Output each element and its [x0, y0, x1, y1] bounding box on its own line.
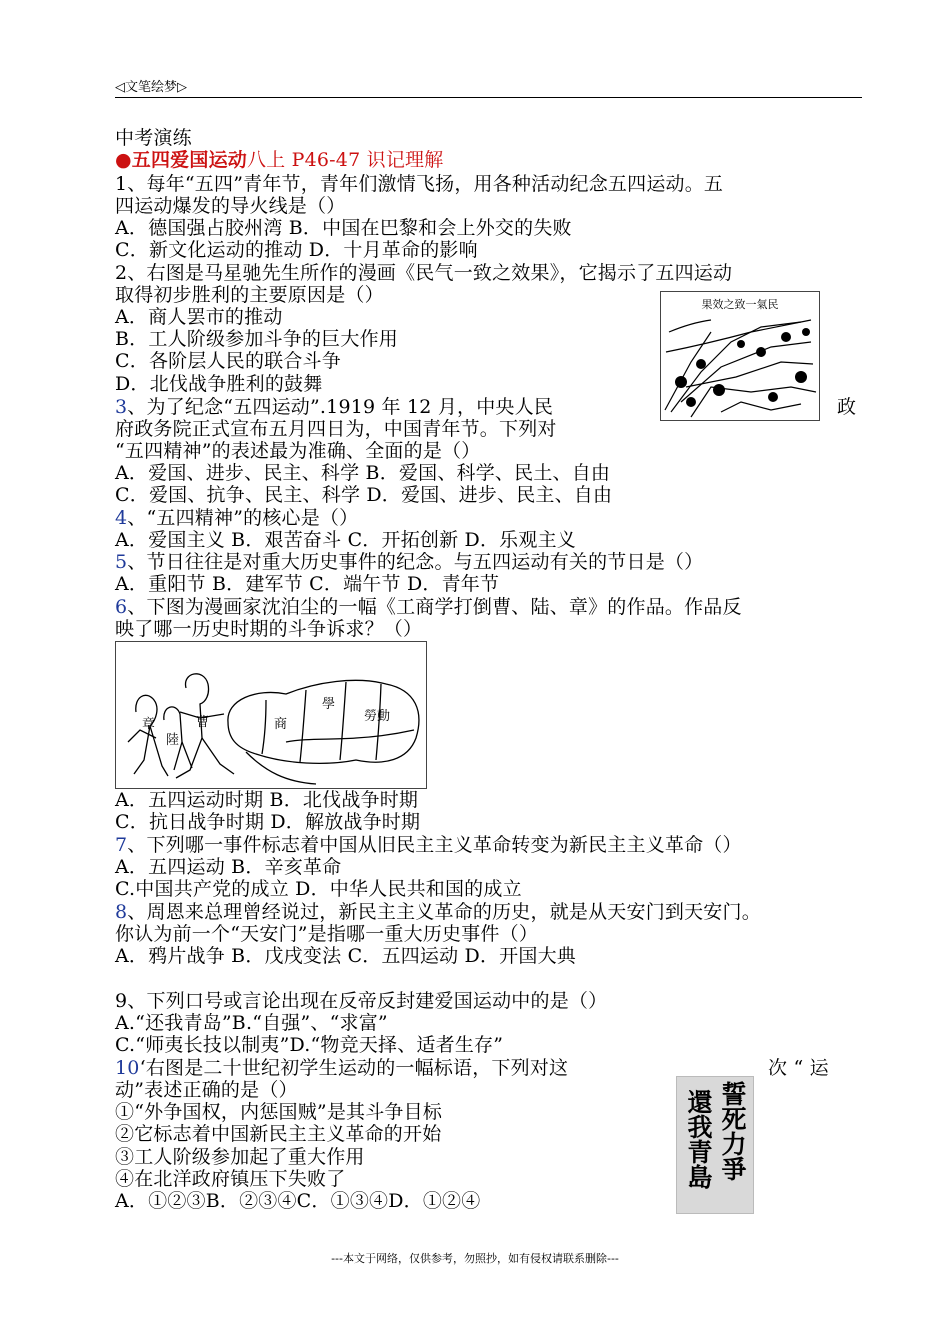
- q8-options: A．鸦片战争 B．戊戌变法 C．五四运动 D．开国大典: [115, 945, 576, 967]
- topic-bullet: ●: [115, 149, 132, 171]
- q7-option-cd: C.中国共产党的成立 D．中华人民共和国的成立: [115, 878, 522, 900]
- q10-options: A．①②③B．②③④C．①③④D．①②④: [115, 1190, 481, 1212]
- q7-line1: [115, 834, 742, 856]
- q6-option-ab: A．五四运动时期 B．北伐战争时期: [115, 789, 419, 811]
- slogan-right-column: 誓死力爭: [718, 1081, 747, 1181]
- q3-option-ab: A．爱国、进步、民主、科学 B．爱国、科学、民土、自由: [115, 462, 611, 484]
- q3-number: 3: [115, 396, 128, 418]
- q10-statement-3: ③工人阶级参加起了重大作用: [115, 1146, 365, 1168]
- q6-number: 6: [115, 596, 128, 618]
- slogan-left-column: 還我青島: [684, 1089, 713, 1189]
- label-cao: 曹: [196, 715, 210, 730]
- q8-number: 8: [115, 901, 128, 923]
- q10-statement-4: ④在北洋政府镇压下失败了: [115, 1168, 346, 1190]
- q9-option-ab: A.“还我青岛”B.“自强”、“求富”: [115, 1012, 388, 1034]
- topic-bold: 五四爱国运动: [131, 149, 247, 171]
- cartoon-drawing: [661, 292, 819, 420]
- q4-number: 4: [115, 507, 128, 529]
- q10-line1: [115, 1057, 568, 1079]
- q5-number: 5: [115, 551, 128, 573]
- q7-number: 7: [115, 834, 128, 856]
- q10-statement-1: ①“外争国权，内惩国贼”是其斗争目标: [115, 1101, 443, 1123]
- label-xue: 學: [322, 697, 336, 712]
- label-shang: 商: [274, 717, 288, 732]
- q8-line2: 你认为前一个“天安门”是指哪一重大历史事件（）: [115, 923, 539, 945]
- q10-number: 10: [115, 1057, 140, 1079]
- q2-line2: 取得初步胜利的主要原因是（）: [115, 284, 384, 306]
- q6-line1: [115, 596, 742, 618]
- q10-statement-2: ②它标志着中国新民主主义革命的开始: [115, 1123, 442, 1145]
- q1-line2: 四运动爆发的导火线是（）: [115, 195, 346, 217]
- page-footer: ---本文于网络，仅供参考，勿照抄，如有侵权请联系删除---: [331, 1252, 619, 1265]
- q1-option-ab: A．德国强占胶州湾 B．中国在巴黎和会上外交的失败: [115, 217, 572, 239]
- q10-line2: 动”表述正确的是（）: [115, 1079, 298, 1101]
- topic-heading: [115, 149, 443, 171]
- q8-line1-text: 、周恩来总理曾经说过，新民主主义革命的历史，就是从天安门到天安门。: [127, 901, 761, 923]
- q2-option-b: B．工人阶级参加斗争的巨大作用: [115, 328, 398, 350]
- q2-option-c: C．各阶层人民的联合斗争: [115, 350, 341, 372]
- page-header: ◁文笔绘梦▷: [115, 80, 187, 95]
- q6-line1-text: 、下图为漫画家沈泊尘的一幅《工商学打倒曹、陆、章》的作品。作品反: [127, 596, 742, 618]
- q10-line1-tail: 次 “ 运: [768, 1057, 829, 1079]
- q2-option-a: A．商人罢市的推动: [115, 306, 283, 328]
- topic-rest: 八上 P46-47 识记理解: [246, 149, 444, 171]
- q5-line1: [115, 551, 703, 573]
- q2-cartoon-image: [660, 291, 820, 421]
- q3-line2: 府政务院正式宣布五月四日为，中国青年节。下列对: [115, 418, 557, 440]
- q2-line1: 2、右图是马星驰先生所作的漫画《民气一致之效果》，它揭示了五四运动: [115, 262, 733, 284]
- q10-slogan-image: [676, 1076, 754, 1214]
- label-zhang: 章: [142, 717, 156, 732]
- q4-options: A．爱国主义 B．艰苦奋斗 C．开拓创新 D．乐观主义: [115, 529, 576, 551]
- q7-line1-text: 、下列哪一事件标志着中国从旧民主主义革命转变为新民主主义革命（）: [127, 834, 742, 856]
- q6-cartoon-image: [115, 641, 427, 789]
- q1-line1: 1、每年“五四”青年节，青年们激情飞扬，用各种活动纪念五四运动。五: [115, 173, 724, 195]
- q9-line1: 9、下列口号或言论出现在反帝反封建爱国运动中的是（）: [115, 990, 608, 1012]
- q3-line3: “五四精神”的表述最为准确、全面的是（）: [115, 440, 481, 462]
- q8-line1: [115, 901, 761, 923]
- cartoon-caption: 果效之致一氣民: [701, 298, 779, 311]
- header-divider: [115, 97, 862, 98]
- q6-option-cd: C．抗日战争时期 D．解放战争时期: [115, 811, 421, 833]
- q10-line1-text: ‘右图是二十世纪初学生运动的一幅标语，下列对这: [139, 1057, 569, 1079]
- q5-options: A．重阳节 B．建军节 C．端午节 D．青年节: [115, 573, 500, 595]
- fist-cartoon-drawing: [116, 642, 426, 788]
- q5-line1-text: 、节日往往是对重大历史事件的纪念。与五四运动有关的节日是（）: [127, 551, 704, 573]
- q7-option-ab: A．五四运动 B．辛亥革命: [115, 856, 342, 878]
- q4-line1-text: 、“五四精神”的核心是（）: [127, 507, 359, 529]
- q6-line2: 映了哪一历史时期的斗争诉求？（）: [115, 618, 423, 640]
- q4-line1: [115, 507, 358, 529]
- q9-option-cd: C.“师夷长技以制夷”D.“物竞天择、适者生存”: [115, 1034, 504, 1056]
- q3-line1: [115, 396, 553, 418]
- q3-line1-text: 、为了纪念“五四运动”.1919 年 12 月，中央人民: [127, 396, 554, 418]
- q3-line1-tail: 政: [837, 396, 857, 418]
- q1-option-cd: C．新文化运动的推动 D．十月革命的影响: [115, 239, 478, 261]
- q2-option-d: D．北伐战争胜利的鼓舞: [115, 373, 323, 395]
- section-title: 中考演练: [115, 127, 192, 149]
- q3-option-cd: C．爱国、抗争、民主、科学 D．爱国、进步、民主、自由: [115, 484, 613, 506]
- label-lu: 陸: [166, 733, 180, 748]
- label-laodong: 勞動: [364, 709, 391, 724]
